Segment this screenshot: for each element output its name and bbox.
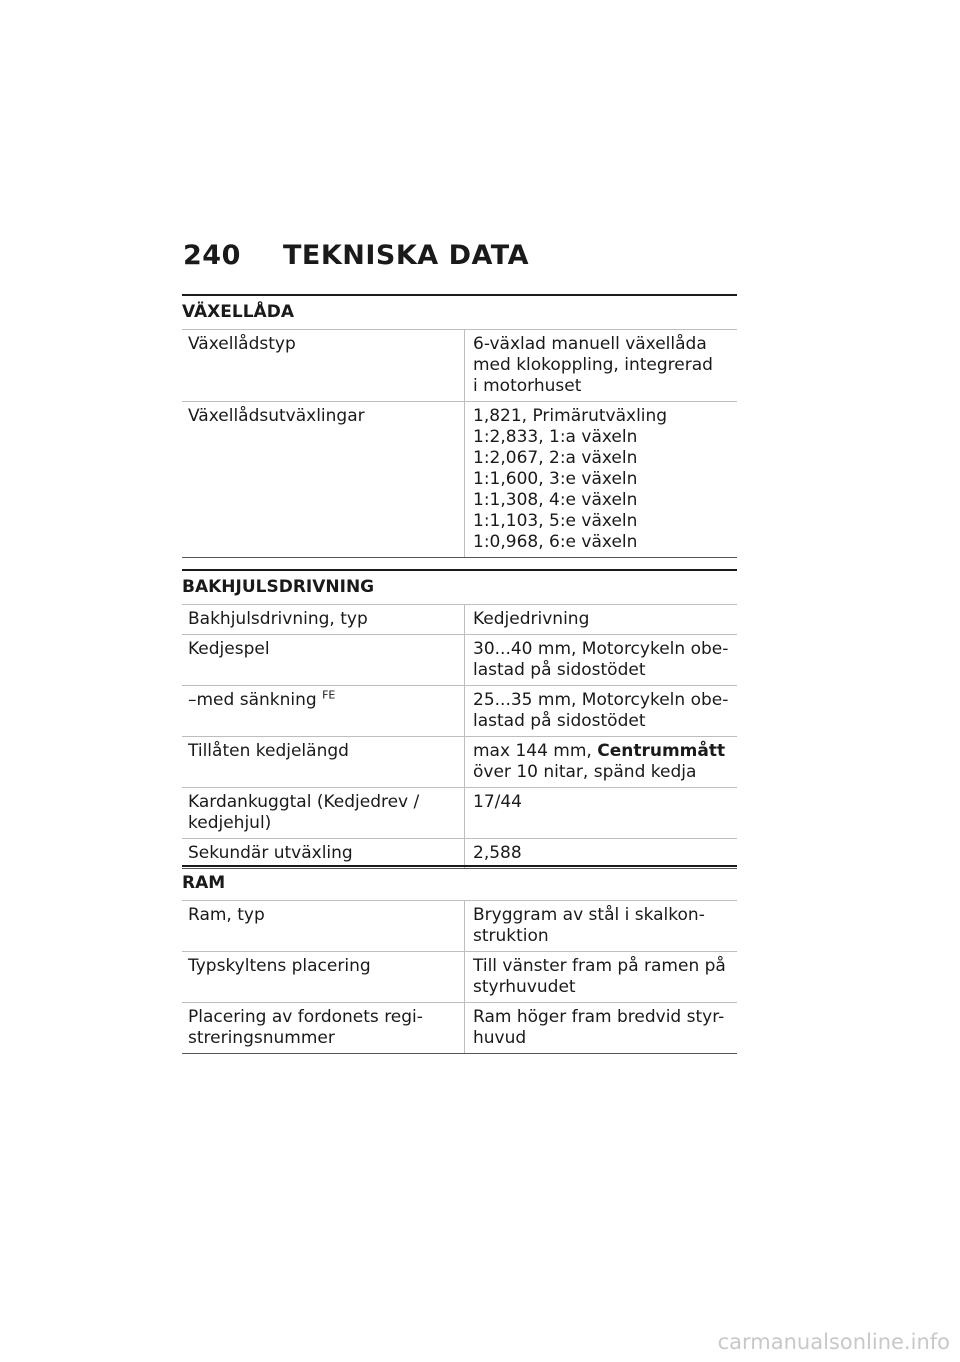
row-value: [465, 330, 737, 401]
value-line: 30...40 mm, Motorcykeln obe-: [473, 639, 729, 659]
watermark: carmanualsonline.info: [717, 1330, 950, 1354]
section-ram: [182, 865, 737, 1054]
value-line: Bryggram av stål i skalkon-: [473, 905, 705, 925]
row-value: [465, 952, 737, 1002]
value-line: 1,821, Primärutväxling: [473, 406, 668, 426]
value-line: med klokoppling, integrerad: [473, 355, 713, 375]
row-value: [465, 901, 737, 951]
section-bakhjulsdrivning: [182, 569, 737, 869]
value-line: 1:2,833, 1:a växeln: [473, 427, 638, 447]
value-line: 1:1,103, 5:e växeln: [473, 511, 638, 531]
value-line: 17/44: [473, 792, 522, 812]
table-row: [182, 952, 737, 1003]
value-line: styrhuvudet: [473, 977, 576, 997]
table-row: [182, 402, 737, 558]
value-line: 1:2,067, 2:a växeln: [473, 448, 638, 468]
value-line: 1:1,308, 4:e växeln: [473, 490, 638, 510]
row-label: Tillåten kedjelängd: [182, 737, 465, 787]
row-label: Kedjespel: [182, 635, 465, 685]
row-label: Ram, typ: [182, 901, 465, 951]
table-row: [182, 1003, 737, 1054]
row-label: Placering av fordonets regi- streringsnummer: [182, 1003, 465, 1053]
row-value: [465, 686, 737, 736]
value-line: 1:1,600, 3:e växeln: [473, 469, 638, 489]
row-value: [465, 1003, 737, 1053]
label-text: –med sänkning: [188, 690, 317, 710]
value-line: [473, 741, 737, 762]
page-number: 240: [183, 240, 241, 271]
page-title: TEKNISKA DATA: [283, 240, 530, 271]
value-line: lastad på sidostödet: [473, 660, 646, 680]
table-row: [182, 330, 737, 402]
section-title: VÄXELLÅDA: [182, 294, 737, 330]
value-line: 6-växlad manuell växellåda: [473, 334, 707, 354]
value-emphasis: Centrummått: [597, 741, 726, 761]
table-row: [182, 605, 737, 635]
value-line: i motorhuset: [473, 376, 582, 396]
row-value: [465, 737, 737, 787]
row-value: [465, 635, 737, 685]
table-row: [182, 635, 737, 686]
section-title: RAM: [182, 865, 737, 901]
row-label: Sekundär utväxling: [182, 839, 465, 868]
section-title: BAKHJULSDRIVNING: [182, 569, 737, 605]
value-line: huvud: [473, 1028, 527, 1048]
row-label: Bakhjulsdrivning, typ: [182, 605, 465, 634]
table-row: [182, 901, 737, 952]
row-label: Växellådstyp: [182, 330, 465, 401]
row-label: Typskyltens placering: [182, 952, 465, 1002]
row-value: [465, 839, 737, 868]
row-value: [465, 402, 737, 557]
value-prefix: max 144 mm,: [473, 741, 592, 761]
table-row: [182, 788, 737, 839]
value-line: lastad på sidostödet: [473, 711, 646, 731]
row-label: Kardankuggtal (Kedjedrev / kedjehjul): [182, 788, 465, 838]
value-line: Kedjedrivning: [473, 609, 590, 629]
row-label: Växellådsutväxlingar: [182, 402, 465, 557]
value-line: 2,588: [473, 843, 522, 863]
value-line: Till vänster fram på ramen på: [473, 956, 726, 976]
table-row: [182, 686, 737, 737]
table-row: [182, 737, 737, 788]
row-value: [465, 605, 737, 634]
row-label: [182, 686, 465, 736]
value-line: över 10 nitar, spänd kedja: [473, 762, 697, 782]
row-value: [465, 788, 737, 838]
value-line: struktion: [473, 926, 549, 946]
section-vaxellada: [182, 294, 737, 558]
value-line: Ram höger fram bredvid styr-: [473, 1007, 725, 1027]
value-line: 1:0,968, 6:e växeln: [473, 532, 638, 552]
page-header: [183, 240, 529, 271]
value-line: 25...35 mm, Motorcykeln obe-: [473, 690, 729, 710]
footnote-marker: FE: [322, 688, 336, 702]
